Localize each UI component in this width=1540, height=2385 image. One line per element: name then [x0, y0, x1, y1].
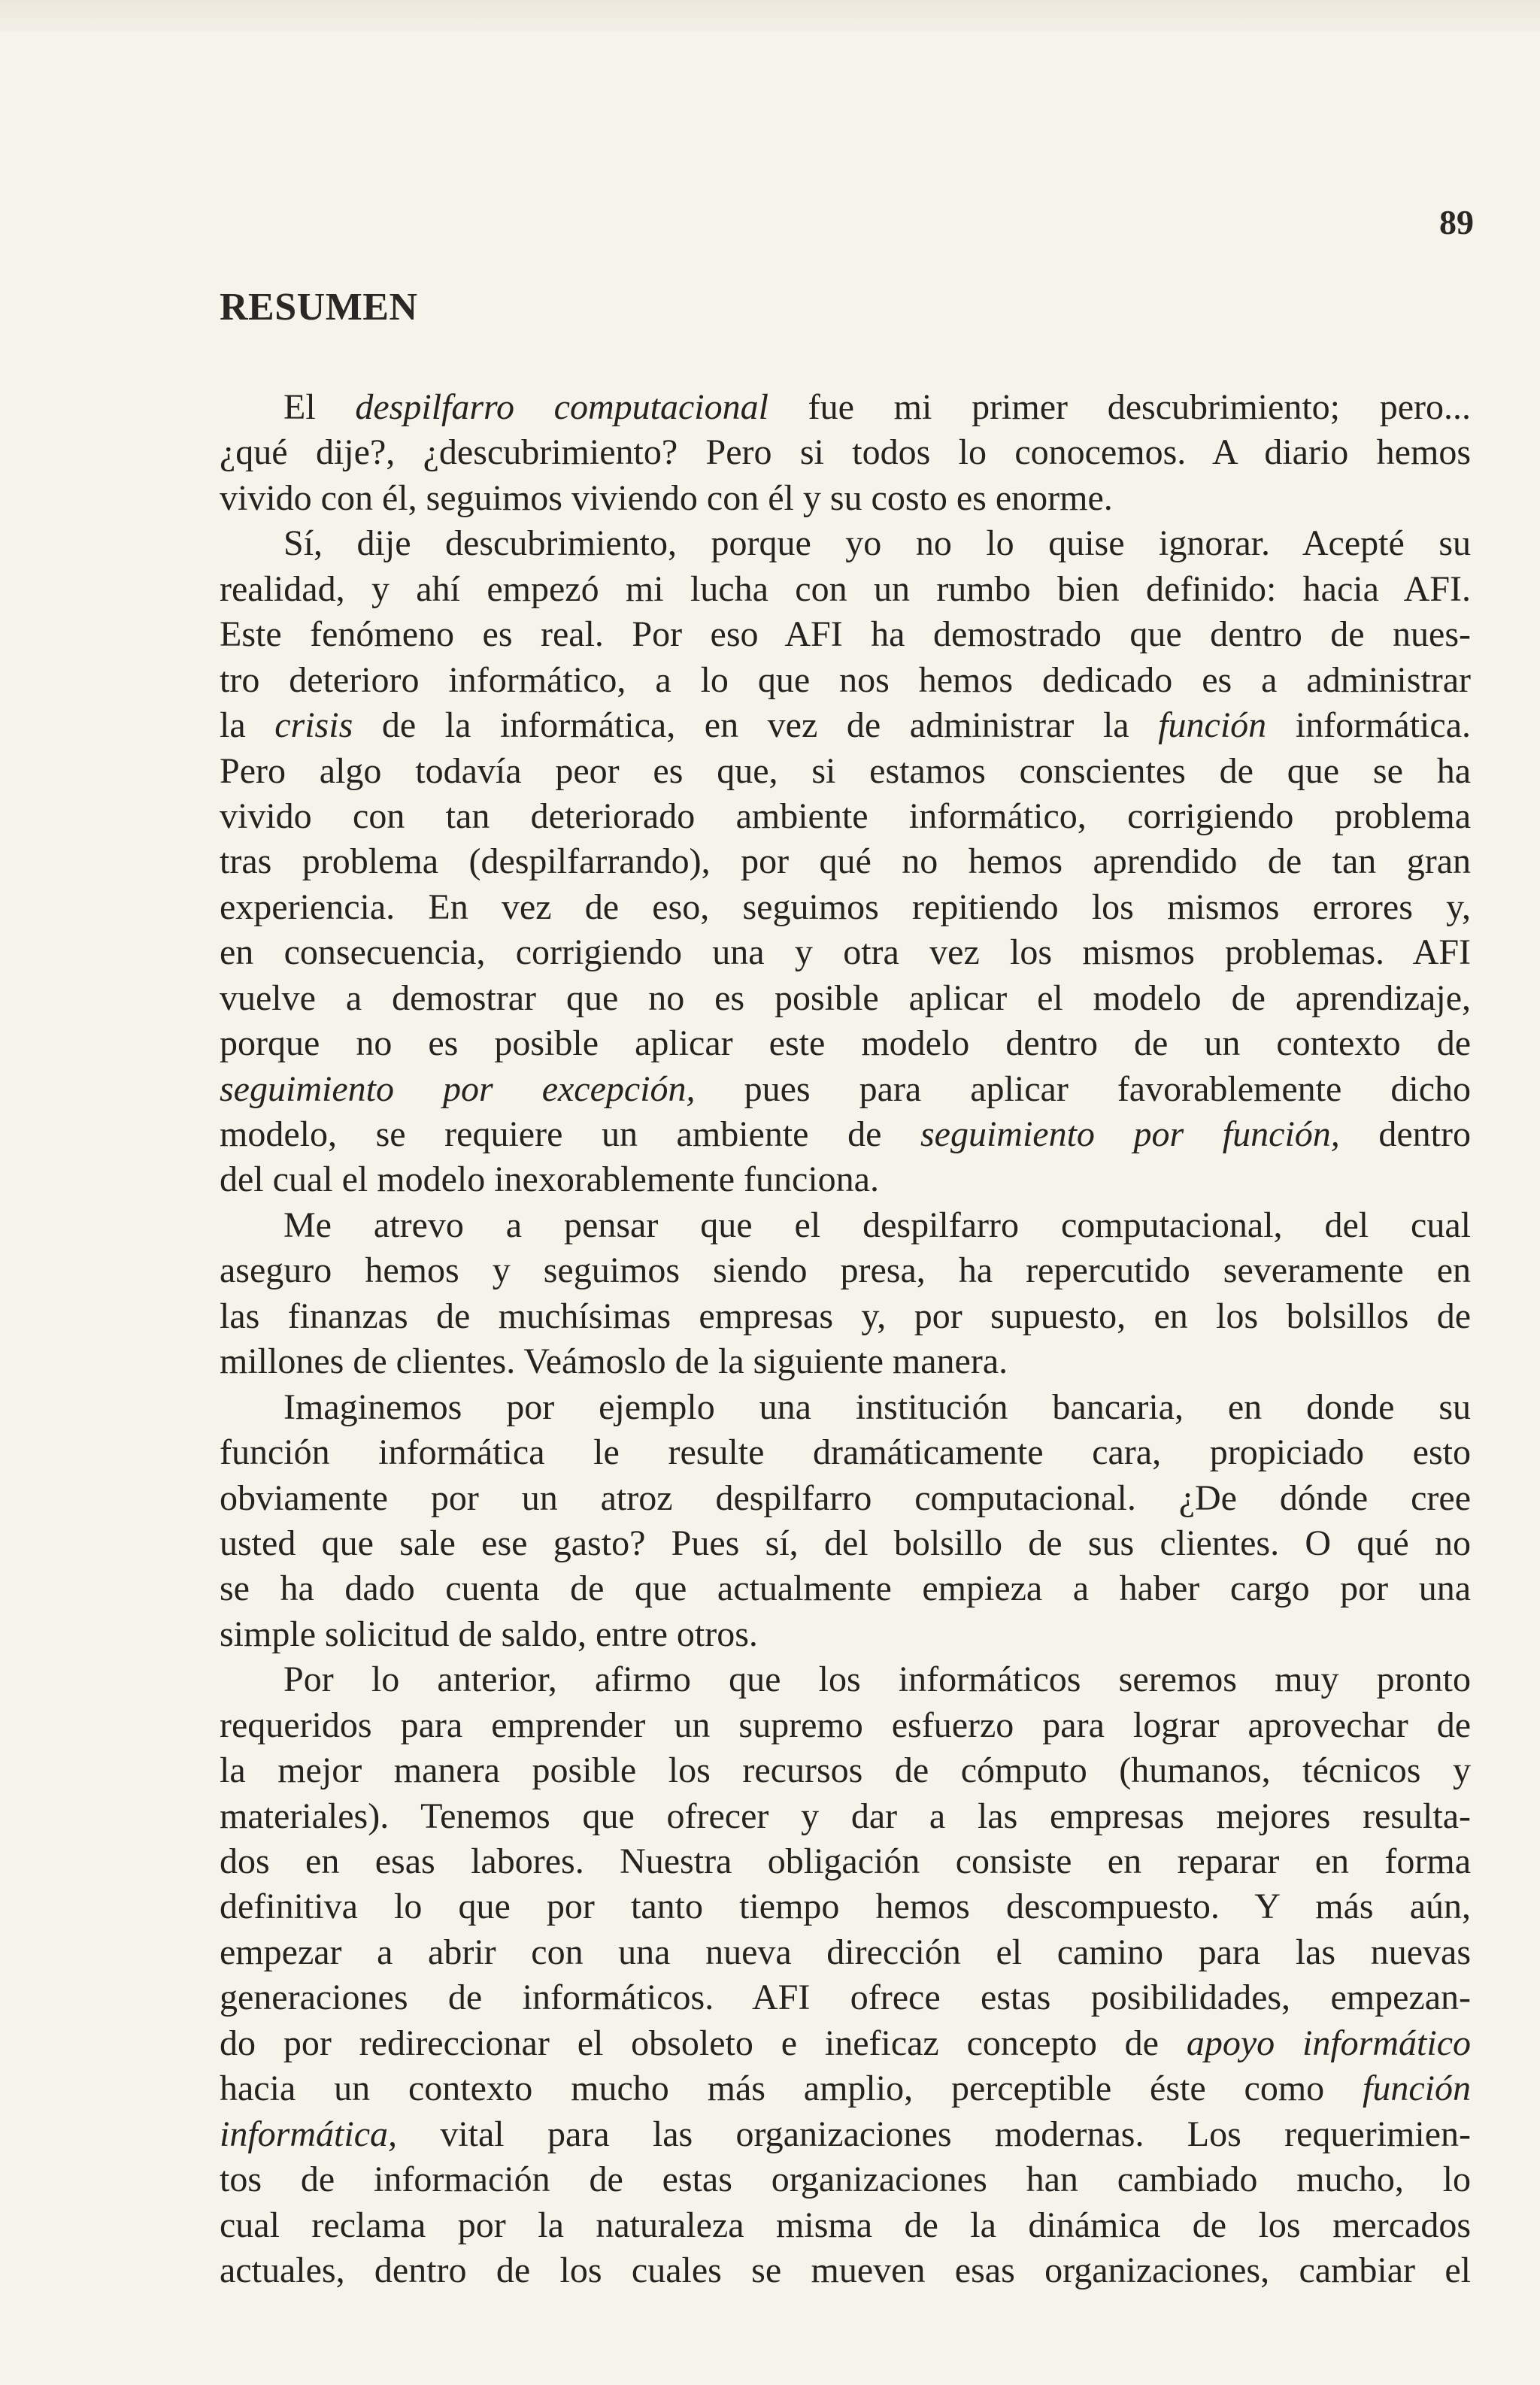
text-run: las finanzas de muchísimas empresas y, por supuesto, en los bolsillos de: [220, 1296, 1471, 1336]
text-run: fue mi primer descubrimiento; pero...: [768, 387, 1471, 427]
text-line: [220, 567, 1471, 612]
text-line: [220, 1930, 1471, 1975]
text-run: Sí, dije descubrimiento, porque yo no lo quise ignorar. Acepté su: [283, 523, 1471, 564]
text-run: El: [283, 387, 356, 427]
text-run: usted que sale ese gasto? Pues sí, del bolsillo de sus clientes. O qué no: [220, 1523, 1471, 1563]
text-run: tro deterioro informático, a lo que nos hemos dedicado es a administrar: [220, 659, 1471, 700]
text-run: Por lo anterior, afirmo que los informáticos seremos muy pronto: [283, 1659, 1471, 1700]
text-run: porque no es posible aplicar este modelo dentro de un contexto de: [220, 1023, 1471, 1064]
text-line: [220, 2248, 1471, 2293]
text-run: actuales, dentro de los cuales se mueven esas organizaciones, cambiar el: [220, 2250, 1471, 2290]
text-line: [220, 1657, 1471, 1702]
text-run: definitiva lo que por tanto tiempo hemos descompuesto. Y más aún,: [220, 1886, 1471, 1927]
text-line: [220, 2203, 1471, 2248]
text-line: [220, 612, 1471, 657]
text-line: [220, 1476, 1471, 1521]
text-line: [220, 1203, 1471, 1248]
text-run: pues para aplicar favorablemente dicho: [695, 1068, 1471, 1109]
text-run: experiencia. En vez de eso, seguimos repitiendo los mismos errores y,: [220, 886, 1471, 927]
text-run: do por redireccionar el obsoleto e ineficaz concepto de: [220, 2023, 1187, 2063]
text-line: [220, 1430, 1471, 1475]
text-run: Imaginemos por ejemplo una institución bancaria, en donde su: [283, 1386, 1471, 1427]
text-run: materiales). Tenemos que ofrecer y dar a las empresas mejores resulta-: [220, 1796, 1471, 1836]
italic-text: informática,: [220, 2114, 397, 2154]
text-line: [220, 385, 1471, 430]
italic-text: seguimiento por excepción,: [220, 1068, 696, 1109]
text-line: [220, 749, 1471, 794]
text-run: realidad, y ahí empezó mi lucha con un rumbo bien definido: hacia AFI.: [220, 568, 1471, 609]
text-line: [220, 1566, 1471, 1611]
text-run: vivido con tan deteriorado ambiente informático, corrigiendo problema: [220, 796, 1471, 836]
text-line: [220, 1612, 1471, 1657]
text-line: [220, 1748, 1471, 1793]
text-line: [220, 2066, 1471, 2111]
text-line: [220, 1794, 1471, 1839]
text-run: se ha dado cuenta de que actualmente empieza a haber cargo por una: [220, 1568, 1471, 1609]
text-line: [220, 2021, 1471, 2066]
text-run: aseguro hemos y seguimos siendo presa, ha repercutido severamente en: [220, 1250, 1471, 1291]
text-line: [220, 2112, 1471, 2157]
text-line: [220, 1975, 1471, 2020]
text-line: [220, 1067, 1471, 1112]
text-run: modelo, se requiere un ambiente de: [220, 1114, 920, 1154]
text-line: [220, 2157, 1471, 2202]
text-line: [220, 930, 1471, 975]
text-line: [220, 1385, 1471, 1430]
text-line: [220, 658, 1471, 703]
text-run: la mejor manera posible los recursos de cómputo (humanos, técnicos y: [220, 1750, 1471, 1791]
text-line: [220, 1703, 1471, 1748]
text-run: Me atrevo a pensar que el despilfarro computacional, del cual: [283, 1205, 1471, 1245]
page-number: 89: [1439, 203, 1474, 241]
italic-text: despilfarro computacional: [355, 387, 768, 427]
text-line: [220, 1157, 1471, 1202]
text-run: Este fenómeno es real. Por eso AFI ha demostrado que dentro de nues-: [220, 614, 1471, 655]
text-run: simple solicitud de saldo, entre otros.: [220, 1614, 758, 1654]
text-run: informática.: [1266, 705, 1472, 746]
text-line: [220, 1884, 1471, 1929]
text-run: función informática le resulte dramáticamente cara, propiciado esto: [220, 1432, 1471, 1473]
text-run: de la informática, en vez de administrar la: [353, 705, 1159, 746]
text-run: ¿qué dije?, ¿descubrimiento? Pero si todos lo conocemos. A diario hemos: [220, 432, 1471, 473]
text-run: cual reclama por la naturaleza misma de la dinámica de los mercados: [220, 2205, 1471, 2245]
text-run: del cual el modelo inexorablemente funciona.: [220, 1159, 879, 1200]
text-line: [220, 1339, 1471, 1384]
text-run: en consecuencia, corrigiendo una y otra vez los mismos problemas. AFI: [220, 932, 1471, 973]
italic-text: apoyo informático: [1186, 2023, 1471, 2063]
text-line: [220, 703, 1471, 748]
text-line: [220, 1521, 1471, 1566]
text-line: [220, 1839, 1471, 1884]
text-run: tos de información de estas organizaciones han cambiado mucho, lo: [220, 2159, 1471, 2200]
text-run: dos en esas labores. Nuestra obligación consiste en reparar en forma: [220, 1841, 1471, 1881]
scan-top-edge: [0, 0, 1540, 32]
body-text: [220, 385, 1471, 2293]
text-run: requeridos para emprender un supremo esfuerzo para lograr aprovechar de: [220, 1705, 1471, 1745]
text-run: tras problema (despilfarrando), por qué no hemos aprendido de tan gran: [220, 841, 1471, 882]
text-run: vuelve a demostrar que no es posible aplicar el modelo de aprendizaje,: [220, 977, 1471, 1018]
text-line: [220, 476, 1471, 521]
section-heading: RESUMEN: [220, 286, 418, 329]
text-line: [220, 521, 1471, 566]
text-line: [220, 1112, 1471, 1157]
text-run: hacia un contexto mucho más amplio, perceptible éste como: [220, 2068, 1363, 2109]
text-run: obviamente por un atroz despilfarro computacional. ¿De dónde cree: [220, 1477, 1471, 1518]
text-run: millones de clientes. Veámoslo de la siguiente manera.: [220, 1341, 1008, 1382]
text-line: [220, 1021, 1471, 1066]
italic-text: seguimiento por función,: [920, 1114, 1340, 1154]
text-run: vivido con él, seguimos viviendo con él y su costo es enorme.: [220, 477, 1113, 518]
text-run: la: [220, 705, 275, 746]
text-line: [220, 430, 1471, 475]
text-line: [220, 1294, 1471, 1339]
text-line: [220, 885, 1471, 930]
text-run: Pero algo todavía peor es que, si estamos conscientes de que se ha: [220, 750, 1471, 791]
text-run: empezar a abrir con una nueva dirección el camino para las nuevas: [220, 1932, 1471, 1972]
text-run: dentro: [1339, 1114, 1471, 1154]
text-run: generaciones de informáticos. AFI ofrece estas posibilidades, empezan-: [220, 1977, 1471, 2018]
italic-text: crisis: [274, 705, 353, 746]
text-line: [220, 976, 1471, 1021]
italic-text: función: [1158, 705, 1267, 746]
text-run: vital para las organizaciones modernas. Los requerimien-: [397, 2114, 1471, 2154]
text-line: [220, 794, 1471, 839]
text-line: [220, 839, 1471, 884]
text-line: [220, 1248, 1471, 1293]
italic-text: función: [1363, 2068, 1471, 2109]
